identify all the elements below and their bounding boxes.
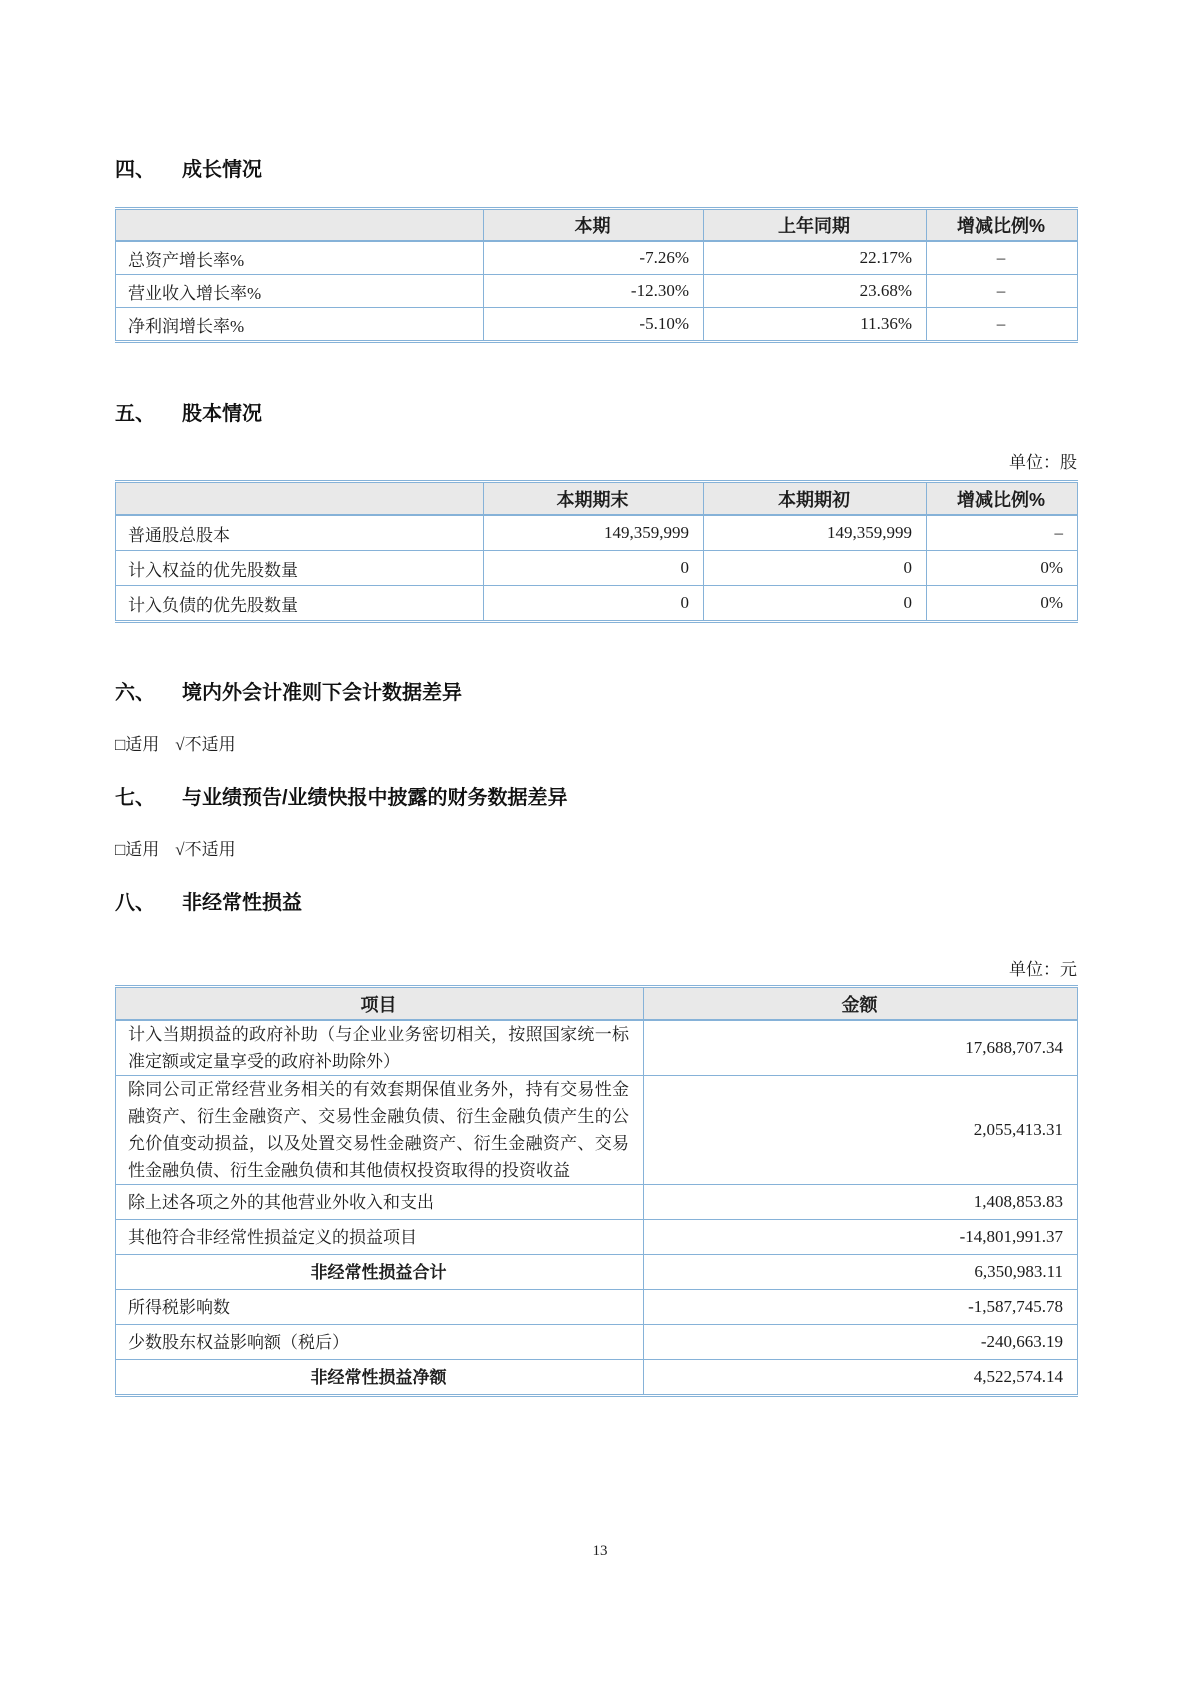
row-amount: 17,688,707.34: [644, 1020, 1078, 1076]
header-cell-change: 增减比例%: [927, 209, 1078, 242]
row-end-value: 0: [484, 551, 704, 586]
row-amount: 2,055,413.31: [644, 1076, 1078, 1185]
row-item: 少数股东权益影响额（税后）: [116, 1325, 644, 1360]
table-row: [116, 551, 1078, 586]
header-cell-change: 增减比例%: [927, 482, 1078, 516]
row-label: 普通股总股本: [116, 515, 484, 551]
row-amount: -240,663.19: [644, 1325, 1078, 1360]
row-begin-value: 149,359,999: [704, 515, 927, 551]
table-row: [116, 241, 1078, 275]
table-row: [116, 1325, 1078, 1360]
row-item: 除上述各项之外的其他营业外收入和支出: [116, 1185, 644, 1220]
row-current-value: -7.26%: [484, 241, 704, 275]
section-number: 八、: [115, 892, 155, 914]
row-change-value: –: [927, 241, 1078, 275]
header-cell-item: 项目: [116, 987, 644, 1021]
row-amount: 4,522,574.14: [644, 1360, 1078, 1396]
table-row: [116, 308, 1078, 342]
row-end-value: 0: [484, 586, 704, 622]
header-cell-current: 本期: [484, 209, 704, 242]
section-heading-forecast-diff: [115, 786, 1077, 810]
section-title: 境内外会计准则下会计数据差异: [182, 682, 462, 704]
table-subtotal-row: [116, 1255, 1078, 1290]
table-row: [116, 1076, 1078, 1185]
row-change-value: –: [927, 515, 1078, 551]
table-row: [116, 1220, 1078, 1255]
header-cell-amount: 金额: [644, 987, 1078, 1021]
row-label: 计入权益的优先股数量: [116, 551, 484, 586]
section-heading-nonrecurring: [115, 891, 1077, 915]
nonrecurring-table: [115, 985, 1078, 1397]
section-heading-growth: [115, 158, 1077, 182]
header-cell-blank: [116, 482, 484, 516]
row-prior-value: 22.17%: [704, 241, 927, 275]
header-cell-prior: 上年同期: [704, 209, 927, 242]
section-title: 股本情况: [182, 403, 262, 425]
table-row: [116, 1185, 1078, 1220]
section-number: 五、: [115, 403, 155, 425]
row-item: 计入当期损益的政府补助（与企业业务密切相关，按照国家统一标准定额或定量享受的政府补助除外）: [116, 1020, 644, 1076]
header-cell-period-end: 本期期末: [484, 482, 704, 516]
section-title: 与业绩预告/业绩快报中披露的财务数据差异: [182, 787, 568, 809]
row-item: 除同公司正常经营业务相关的有效套期保值业务外，持有交易性金融资产、衍生金融资产、交易性金融负债、衍生金融负债产生的公允价值变动损益，以及处置交易性金融资产、衍生金融资产、交易性金融负债、衍生金融负债和其他债权投资取得的投资收益: [116, 1076, 644, 1185]
row-item: 非经常性损益净额: [116, 1360, 644, 1396]
section-heading-equity: [115, 402, 1077, 426]
table-header-row: [116, 209, 1078, 242]
row-amount: 1,408,853.83: [644, 1185, 1078, 1220]
row-item: 其他符合非经常性损益定义的损益项目: [116, 1220, 644, 1255]
row-amount: -14,801,991.37: [644, 1220, 1078, 1255]
row-amount: -1,587,745.78: [644, 1290, 1078, 1325]
table-row: [116, 1290, 1078, 1325]
table-row: [116, 515, 1078, 551]
table-row: [116, 275, 1078, 308]
row-change-value: 0%: [927, 551, 1078, 586]
row-begin-value: 0: [704, 551, 927, 586]
row-label: 计入负债的优先股数量: [116, 586, 484, 622]
row-item: 所得税影响数: [116, 1290, 644, 1325]
page-content: [115, 0, 1077, 1397]
row-current-value: -5.10%: [484, 308, 704, 342]
checkbox-applicable: □适用: [115, 735, 160, 754]
row-prior-value: 11.36%: [704, 308, 927, 342]
row-item: 非经常性损益合计: [116, 1255, 644, 1290]
row-prior-value: 23.68%: [704, 275, 927, 308]
section-heading-accounting-diff: [115, 681, 1077, 705]
unit-label-yuan: 单位：元: [1009, 960, 1077, 979]
checkmark-not-applicable: √不适用: [175, 840, 236, 859]
growth-table: [115, 207, 1078, 343]
table-row: [116, 586, 1078, 622]
table-header-row: [116, 987, 1078, 1021]
section-number: 六、: [115, 682, 155, 704]
table-header-row: [116, 482, 1078, 516]
section-number: 四、: [115, 159, 155, 181]
row-current-value: -12.30%: [484, 275, 704, 308]
checkmark-not-applicable: √不适用: [175, 735, 236, 754]
row-amount: 6,350,983.11: [644, 1255, 1078, 1290]
row-end-value: 149,359,999: [484, 515, 704, 551]
section-number: 七、: [115, 787, 155, 809]
checkbox-applicable: □适用: [115, 840, 160, 859]
table-row: [116, 1020, 1078, 1076]
applicability-line: [115, 839, 1077, 861]
applicability-line: [115, 734, 1077, 756]
section-title: 非经常性损益: [182, 892, 302, 914]
header-cell-blank: [116, 209, 484, 242]
row-label: 营业收入增长率%: [116, 275, 484, 308]
equity-table: [115, 480, 1078, 623]
row-label: 净利润增长率%: [116, 308, 484, 342]
row-begin-value: 0: [704, 586, 927, 622]
header-cell-period-begin: 本期期初: [704, 482, 927, 516]
table-total-row: [116, 1360, 1078, 1396]
page-number: 13: [592, 1543, 608, 1559]
unit-label-shares: 单位：股: [1009, 453, 1077, 472]
row-change-value: –: [927, 275, 1078, 308]
row-change-value: –: [927, 308, 1078, 342]
section-title: 成长情况: [182, 159, 262, 181]
row-label: 总资产增长率%: [116, 241, 484, 275]
row-change-value: 0%: [927, 586, 1078, 622]
